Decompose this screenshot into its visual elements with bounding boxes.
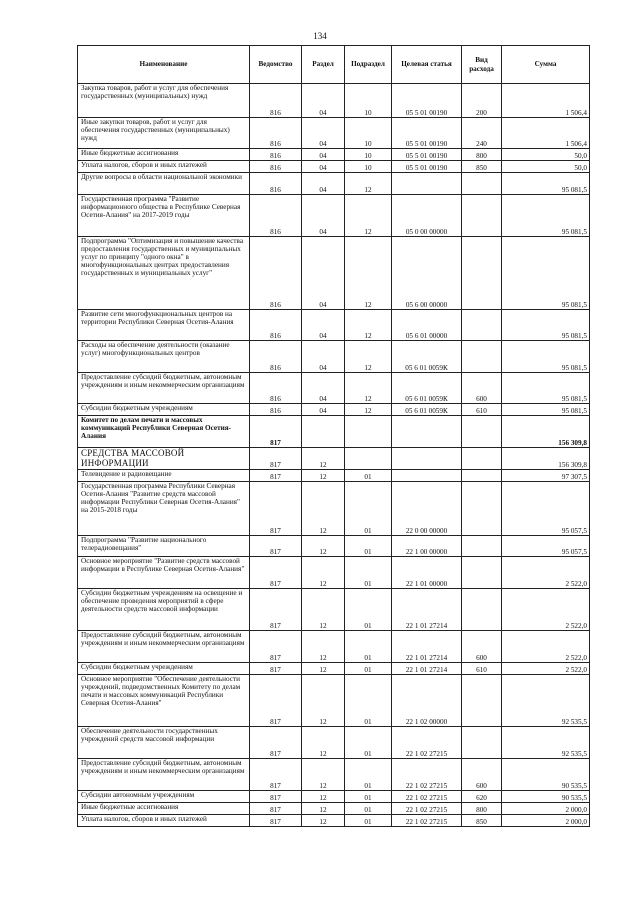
cell-subsection: 01	[345, 482, 392, 536]
cell-section: 04	[302, 341, 345, 373]
cell-type	[462, 536, 502, 557]
cell-sum: 95 081,5	[502, 373, 590, 404]
cell-section: 12	[302, 631, 345, 663]
cell-dept: 816	[250, 310, 302, 341]
cell-section: 04	[302, 404, 345, 416]
cell-name: Иные закупки товаров, работ и услуг для обеспечения государственных (муниципальных) нужд	[78, 118, 250, 149]
cell-section: 04	[302, 149, 345, 161]
cell-type: 610	[462, 663, 502, 675]
cell-sum: 95 081,5	[502, 310, 590, 341]
table-row	[78, 118, 590, 149]
header-target: Целевая статья	[392, 46, 462, 84]
cell-name: Государственная программа Республики Северная Осетия-Алания "Развитие средств массовой информации Республики Северная Осетия-Алания" на 2015-2018 годы	[78, 482, 250, 536]
cell-type: 200	[462, 84, 502, 118]
cell-type: 600	[462, 759, 502, 791]
cell-name: Развитие сети многофункциональных центров на территории Республики Северная Осетия-Алания	[78, 310, 250, 341]
cell-sum: 92 535,5	[502, 675, 590, 727]
cell-section	[302, 416, 345, 448]
cell-sum: 95 057,5	[502, 536, 590, 557]
cell-target: 22 1 00 00000	[392, 536, 462, 557]
cell-type	[462, 310, 502, 341]
cell-name: Основное мероприятие "Обеспечение деятельности учреждений, подведомственных Комитету по делам печати и массовых коммуникаций Республики Северная Осетия-Алания"	[78, 675, 250, 727]
table-row	[78, 536, 590, 557]
cell-subsection: 12	[345, 404, 392, 416]
cell-dept: 817	[250, 759, 302, 791]
budget-table	[77, 45, 590, 827]
cell-sum: 95 057,5	[502, 482, 590, 536]
cell-sum: 92 535,5	[502, 727, 590, 759]
cell-section: 04	[302, 237, 345, 310]
cell-type: 240	[462, 118, 502, 149]
cell-sum: 156 309,8	[502, 416, 590, 448]
cell-target	[392, 416, 462, 448]
cell-sum: 50,0	[502, 161, 590, 173]
cell-sum: 95 081,5	[502, 173, 590, 195]
cell-name: Предоставление субсидий бюджетным, автономным учреждениям и иным некоммерческим организациям	[78, 373, 250, 404]
cell-subsection: 01	[345, 803, 392, 815]
cell-sum: 2 522,0	[502, 557, 590, 589]
cell-name: Государственная программа "Развитие информационного общества в Республике Северная Осетия-Алания" на 2017-2019 годы	[78, 195, 250, 237]
cell-name: Субсидии бюджетным учреждениям	[78, 404, 250, 416]
table-row	[78, 173, 590, 195]
cell-sum: 90 535,5	[502, 791, 590, 803]
table-row	[78, 237, 590, 310]
cell-type	[462, 448, 502, 470]
cell-dept: 816	[250, 161, 302, 173]
cell-dept: 817	[250, 675, 302, 727]
table-row	[78, 482, 590, 536]
cell-dept: 817	[250, 589, 302, 631]
cell-type	[462, 482, 502, 536]
cell-target: 05 5 01 00190	[392, 149, 462, 161]
cell-sum: 156 309,8	[502, 448, 590, 470]
cell-subsection: 10	[345, 118, 392, 149]
cell-type: 850	[462, 815, 502, 827]
cell-type	[462, 589, 502, 631]
cell-dept: 817	[250, 663, 302, 675]
table-row	[78, 341, 590, 373]
cell-target: 05 6 01 00000	[392, 310, 462, 341]
cell-subsection: 01	[345, 536, 392, 557]
table-row	[78, 759, 590, 791]
table-row	[78, 589, 590, 631]
cell-target: 05 0 00 00000	[392, 195, 462, 237]
header-dept: Ведомство	[250, 46, 302, 84]
cell-target: 22 1 02 27215	[392, 791, 462, 803]
cell-sum: 1 506,4	[502, 118, 590, 149]
cell-subsection: 01	[345, 663, 392, 675]
cell-subsection	[345, 448, 392, 470]
cell-section: 04	[302, 161, 345, 173]
cell-target: 22 1 02 00000	[392, 675, 462, 727]
cell-section: 12	[302, 470, 345, 482]
cell-section: 12	[302, 791, 345, 803]
cell-subsection: 10	[345, 149, 392, 161]
page-number: 134	[313, 31, 327, 41]
header-sum: Сумма	[502, 46, 590, 84]
cell-subsection: 12	[345, 373, 392, 404]
cell-target: 22 1 01 00000	[392, 557, 462, 589]
cell-dept: 817	[250, 631, 302, 663]
cell-section: 12	[302, 675, 345, 727]
cell-type: 620	[462, 791, 502, 803]
cell-sum: 95 081,5	[502, 341, 590, 373]
cell-type: 600	[462, 631, 502, 663]
cell-sum: 95 081,5	[502, 237, 590, 310]
cell-subsection: 01	[345, 759, 392, 791]
cell-name: Комитет по делам печати и массовых коммуникаций Республики Северная Осетия-Алания	[78, 416, 250, 448]
cell-subsection: 01	[345, 815, 392, 827]
cell-dept: 816	[250, 118, 302, 149]
cell-section: 12	[302, 448, 345, 470]
cell-target: 22 1 02 27215	[392, 803, 462, 815]
cell-sum: 95 081,5	[502, 404, 590, 416]
cell-section: 04	[302, 173, 345, 195]
table-row	[78, 448, 590, 470]
cell-name: Подпрограмма "Развитие национального телерадиовещания"	[78, 536, 250, 557]
cell-subsection: 01	[345, 631, 392, 663]
cell-name: Подпрограмма "Оптимизация и повышение качества предоставления государственных и муниципальных услуг по принципу "одного окна" в многофункциональных центрах предоставления государственных и муниципальных услуг"	[78, 237, 250, 310]
cell-dept: 817	[250, 470, 302, 482]
cell-name: Субсидии бюджетным учреждениям на освещение и обеспечение проведения мероприятий в сфере деятельности средств массовой информации	[78, 589, 250, 631]
table-row	[78, 727, 590, 759]
cell-sum: 90 535,5	[502, 759, 590, 791]
table-row	[78, 557, 590, 589]
header-subsection: Подраздел	[345, 46, 392, 84]
cell-sum: 1 506,4	[502, 84, 590, 118]
cell-dept: 816	[250, 341, 302, 373]
cell-dept: 816	[250, 237, 302, 310]
cell-subsection: 01	[345, 589, 392, 631]
cell-type: 800	[462, 149, 502, 161]
header-type: Вид расхода	[462, 46, 502, 84]
cell-name: Другие вопросы в области национальной экономики	[78, 173, 250, 195]
cell-sum: 95 081,5	[502, 195, 590, 237]
table-row	[78, 373, 590, 404]
cell-name: Уплата налогов, сборов и иных платежей	[78, 815, 250, 827]
cell-section: 12	[302, 482, 345, 536]
table-row	[78, 161, 590, 173]
cell-section: 04	[302, 373, 345, 404]
cell-target: 05 6 01 0059К	[392, 404, 462, 416]
table-row	[78, 84, 590, 118]
cell-dept: 816	[250, 149, 302, 161]
cell-type	[462, 675, 502, 727]
cell-sum: 2 522,0	[502, 631, 590, 663]
cell-name: Предоставление субсидий бюджетным, автономным учреждениям и иным некоммерческим организациям	[78, 631, 250, 663]
cell-section: 12	[302, 536, 345, 557]
table-row	[78, 631, 590, 663]
cell-name: Предоставление субсидий бюджетным, автономным учреждениям и иным некоммерческим организациям	[78, 759, 250, 791]
cell-dept: 816	[250, 373, 302, 404]
cell-target: 22 0 00 00000	[392, 482, 462, 536]
cell-type	[462, 341, 502, 373]
cell-type	[462, 195, 502, 237]
cell-name: Основное мероприятие "Развитие средств массовой информации в Республике Северная Осетия-Алания"	[78, 557, 250, 589]
table-row	[78, 803, 590, 815]
cell-dept: 817	[250, 416, 302, 448]
header-section: Раздел	[302, 46, 345, 84]
cell-subsection: 12	[345, 195, 392, 237]
cell-subsection: 01	[345, 675, 392, 727]
cell-name: Закупка товаров, работ и услуг для обеспечения государственных (муниципальных) нужд	[78, 84, 250, 118]
cell-target: 22 1 02 27215	[392, 727, 462, 759]
cell-target: 22 1 01 27214	[392, 589, 462, 631]
cell-section: 12	[302, 815, 345, 827]
cell-subsection: 12	[345, 341, 392, 373]
cell-dept: 817	[250, 727, 302, 759]
cell-section: 12	[302, 759, 345, 791]
cell-type	[462, 727, 502, 759]
cell-subsection: 01	[345, 470, 392, 482]
cell-target	[392, 448, 462, 470]
cell-sum: 2 000,0	[502, 803, 590, 815]
table-row	[78, 195, 590, 237]
cell-dept: 817	[250, 803, 302, 815]
cell-type	[462, 173, 502, 195]
cell-name: Телевидение и радиовещание	[78, 470, 250, 482]
cell-subsection: 12	[345, 237, 392, 310]
cell-sum: 50,0	[502, 149, 590, 161]
cell-dept: 817	[250, 557, 302, 589]
cell-name: Обеспечение деятельности государственных учреждений средств массовой информации	[78, 727, 250, 759]
cell-target: 22 1 02 27215	[392, 815, 462, 827]
cell-sum: 2 000,0	[502, 815, 590, 827]
table-header-row	[78, 46, 590, 84]
cell-section: 12	[302, 727, 345, 759]
cell-dept: 816	[250, 404, 302, 416]
cell-section: 04	[302, 118, 345, 149]
cell-type	[462, 557, 502, 589]
cell-sum: 97 307,5	[502, 470, 590, 482]
cell-target: 05 6 01 0059К	[392, 341, 462, 373]
table-row	[78, 815, 590, 827]
cell-dept: 817	[250, 448, 302, 470]
cell-name: Расходы на обеспечение деятельности (оказание услуг) многофункциональных центров	[78, 341, 250, 373]
cell-dept: 816	[250, 195, 302, 237]
table-row	[78, 663, 590, 675]
table-row	[78, 470, 590, 482]
cell-target: 05 5 01 00190	[392, 84, 462, 118]
cell-section: 12	[302, 557, 345, 589]
cell-type	[462, 416, 502, 448]
cell-subsection: 01	[345, 557, 392, 589]
cell-name: СРЕДСТВА МАССОВОЙ ИНФОРМАЦИИ	[78, 448, 250, 470]
cell-target	[392, 173, 462, 195]
cell-name: Иные бюджетные ассигнования	[78, 803, 250, 815]
cell-target: 05 5 01 00190	[392, 161, 462, 173]
table-row	[78, 791, 590, 803]
cell-target: 22 1 01 27214	[392, 631, 462, 663]
cell-section: 04	[302, 195, 345, 237]
cell-section: 04	[302, 310, 345, 341]
cell-section: 12	[302, 803, 345, 815]
cell-name: Субсидии бюджетным учреждениям	[78, 663, 250, 675]
cell-target: 22 1 01 27214	[392, 663, 462, 675]
cell-target: 05 6 00 00000	[392, 237, 462, 310]
cell-target: 05 6 01 0059К	[392, 373, 462, 404]
cell-subsection: 12	[345, 173, 392, 195]
cell-dept: 817	[250, 482, 302, 536]
table-row	[78, 416, 590, 448]
cell-subsection: 10	[345, 161, 392, 173]
cell-type: 850	[462, 161, 502, 173]
cell-name: Уплата налогов, сборов и иных платежей	[78, 161, 250, 173]
cell-type	[462, 237, 502, 310]
cell-section: 12	[302, 663, 345, 675]
table-row	[78, 310, 590, 341]
cell-target: 05 5 01 00190	[392, 118, 462, 149]
cell-subsection: 10	[345, 84, 392, 118]
cell-type: 800	[462, 803, 502, 815]
cell-sum: 2 522,0	[502, 663, 590, 675]
cell-dept: 817	[250, 815, 302, 827]
cell-type	[462, 470, 502, 482]
table-row	[78, 149, 590, 161]
table-row	[78, 404, 590, 416]
cell-target: 22 1 02 27215	[392, 759, 462, 791]
cell-dept: 816	[250, 84, 302, 118]
cell-type: 610	[462, 404, 502, 416]
cell-dept: 817	[250, 791, 302, 803]
cell-target	[392, 470, 462, 482]
table-row	[78, 675, 590, 727]
cell-name: Иные бюджетные ассигнования	[78, 149, 250, 161]
cell-section: 12	[302, 589, 345, 631]
header-name: Наименование	[78, 46, 250, 84]
cell-subsection: 01	[345, 791, 392, 803]
cell-subsection: 01	[345, 727, 392, 759]
cell-dept: 816	[250, 173, 302, 195]
cell-sum: 2 522,0	[502, 589, 590, 631]
cell-name: Субсидии автономным учреждениям	[78, 791, 250, 803]
cell-type: 600	[462, 373, 502, 404]
cell-dept: 817	[250, 536, 302, 557]
cell-subsection: 12	[345, 310, 392, 341]
cell-section: 04	[302, 84, 345, 118]
cell-subsection	[345, 416, 392, 448]
